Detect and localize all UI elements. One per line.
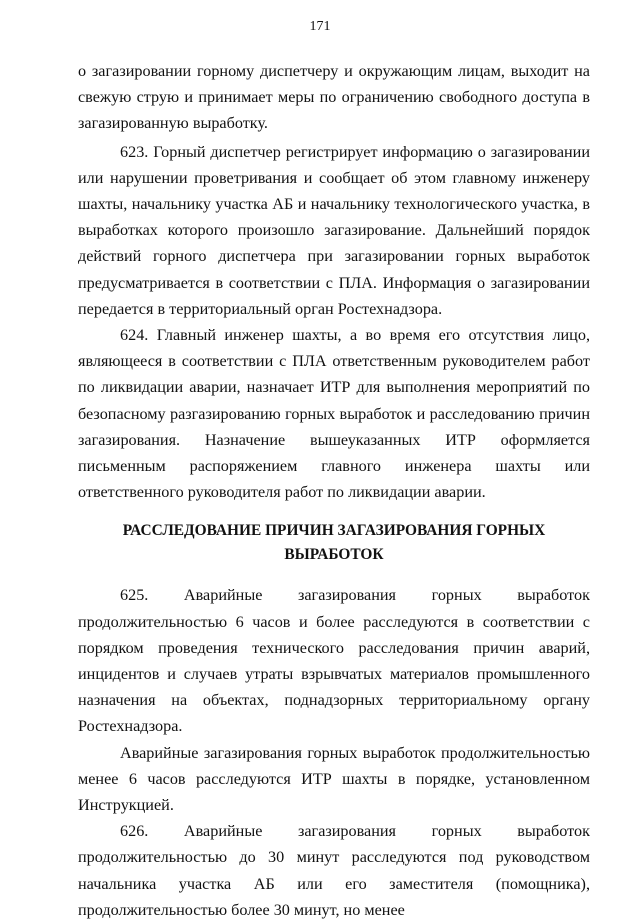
- paragraph-623: 623. Горный диспетчер регистрирует информацию о загазировании или нарушении проветривания и сообщает об этом главному инженеру шахты, начальнику участка АБ и начальнику технологического участка, в выработках которого произошло загазирование. Дальнейший порядок действий горного диспетчера при загазировании горных выработок предусматривается в соответствии с ПЛА. Информация о загазировании передается в территориальный орган Ростехнадзора.: [78, 142, 590, 318]
- paragraph-625: 625. Аварийные загазирования горных выработок продолжительностью 6 часов и более расследуются в соответствии с порядком проведения технического расследования причин аварий, инцидентов и случаев утраты взрывчатых материалов промышленного назначения на объектах, поднадзорных территориальному органу Ростехнадзора.: [78, 586, 590, 736]
- paragraph-continuation: о загазировании горному диспетчеру и окружающим лицам, выходит на свежую струю и принимает меры по ограничению свободного доступа в загазированную выработку.: [78, 62, 590, 133]
- page-number: 171: [309, 19, 331, 34]
- paragraph-624: 624. Главный инженер шахты, а во время его отсутствия лицо, являющееся в соответствии с ПЛА ответственным руководителем работ по ликвидации аварии, назначает ИТР для выполнения мероприятий по безопасному разгазированию горных выработок и расследованию причин загазирования. Назначение вышеуказанных ИТР оформляется письменным распоряжением главного инженера шахты или ответственного руководителя работ по ликвидации аварии.: [78, 326, 590, 502]
- section-heading: РАССЛЕДОВАНИЕ ПРИЧИН ЗАГАЗИРОВАНИЯ ГОРНЫХ ВЫРАБОТОК: [122, 522, 546, 564]
- paragraph-626: 626. Аварийные загазирования горных выработок продолжительностью до 30 минут расследуются под руководством начальника участка АБ или его заместителя (помощника), продолжительностью более 30 минут, но менее: [78, 822, 590, 919]
- document-body: [78, 58, 590, 923]
- paragraph-625-continued: Аварийные загазирования горных выработок продолжительностью менее 6 часов расследуются ИТР шахты в порядке, установленном Инструкцией.: [78, 743, 590, 815]
